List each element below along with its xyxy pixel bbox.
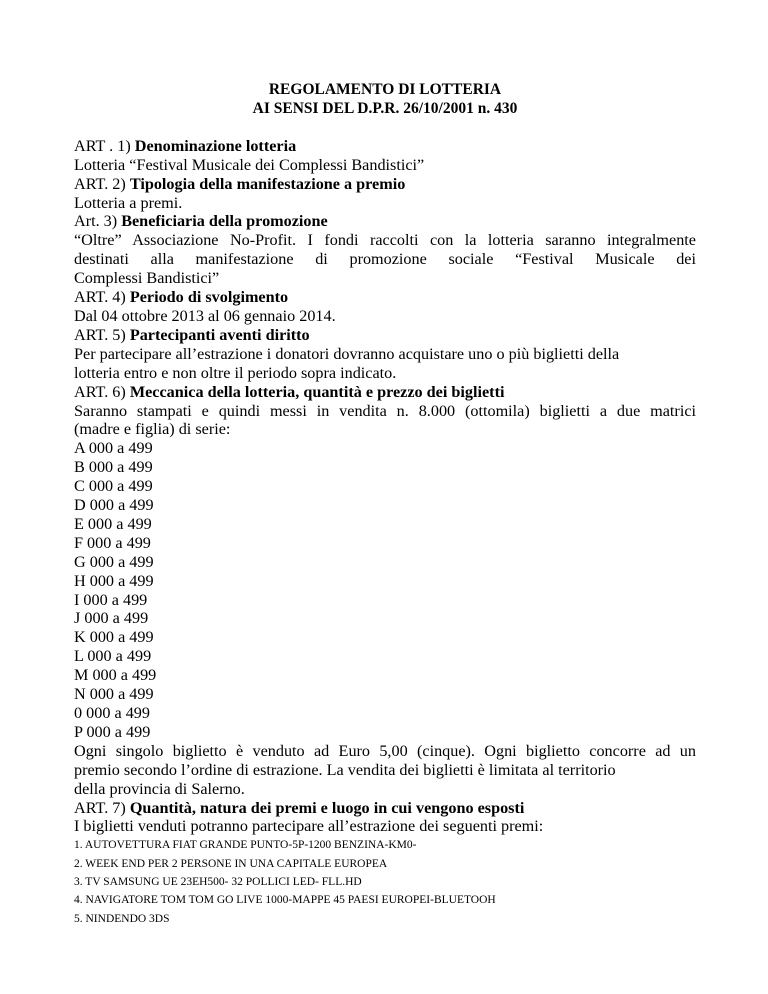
- series-item: P 000 a 499: [74, 722, 151, 741]
- series-item: A 000 a 499: [74, 439, 153, 458]
- art6-heading: Meccanica della lotteria, quantità e prezzo dei biglietti: [129, 382, 505, 401]
- art7-number: ART. 7): [74, 798, 130, 817]
- art5-header: [74, 326, 696, 345]
- art1-text: Lotteria “Festival Musicale dei Complessi Bandistici”: [74, 155, 425, 174]
- art3-text-line: “Oltre” Associazione No-Profit. I fondi raccolti con la lotteria saranno integralmente: [74, 231, 696, 250]
- series-item: 0 000 a 499: [74, 704, 150, 722]
- series-item: E 000 a 499: [74, 514, 152, 533]
- document-title: REGOLAMENTO DI LOTTERIA: [268, 81, 502, 98]
- art5-number: ART. 5): [74, 325, 130, 344]
- art6-after-line: premio secondo l’ordine di estrazione. La vendita dei biglietti è limitata al territorio: [74, 760, 616, 779]
- art2-text: Lotteria a premi.: [74, 193, 183, 212]
- prize-list: [74, 836, 696, 927]
- art2-number: ART. 2): [74, 174, 130, 193]
- art6-header: [74, 383, 696, 402]
- series-item: H 000 a 499: [74, 571, 154, 590]
- art3-text-line: Complessi Bandistici”: [74, 269, 220, 288]
- art2-heading: Tipologia della manifestazione a premio: [129, 174, 406, 193]
- series-item: C 000 a 499: [74, 477, 153, 496]
- prize-item: 4. NAVIGATORE TOM TOM GO LIVE 1000-MAPPE 45 PAESI EUROPEI-BLUETOOH: [74, 894, 496, 907]
- art4-header: [74, 288, 696, 307]
- prize-item: 1. AUTOVETTURA FIAT GRANDE PUNTO-5P-1200 BENZINA-KM0-: [74, 839, 417, 852]
- prize-item: 2. WEEK END PER 2 PERSONE IN UNA CAPITALE EUROPEA: [74, 857, 388, 870]
- prize-item: 3. TV SAMSUNG UE 23EH500- 32 POLLICI LED- FLL.HD: [74, 875, 362, 888]
- series-item: B 000 a 499: [74, 458, 153, 477]
- art1-header: [74, 137, 696, 156]
- series-item: J 000 a 499: [74, 609, 149, 628]
- series-item: D 000 a 499: [74, 496, 154, 515]
- document-subtitle: AI SENSI DEL D.P.R. 26/10/2001 n. 430: [252, 99, 518, 117]
- art6-number: ART. 6): [74, 382, 130, 401]
- series-item: F 000 a 499: [74, 533, 151, 552]
- art3-text-line: destinati alla manifestazione di promozione sociale “Festival Musicale dei: [74, 250, 696, 269]
- art6-text-line: Saranno stampati e quindi messi in vendita n. 8.000 (ottomila) biglietti a due matrici: [74, 401, 696, 420]
- series-item: I 000 a 499: [74, 590, 148, 609]
- art6-after-line: della provincia di Salerno.: [74, 779, 245, 798]
- art5-heading: Partecipanti aventi diritto: [129, 325, 310, 344]
- art7-header: [74, 799, 696, 818]
- art3-header: [74, 212, 696, 231]
- series-item: K 000 a 499: [74, 628, 154, 647]
- art3-heading: Beneficiaria della promozione: [121, 212, 328, 231]
- art3-number: Art. 3): [74, 212, 122, 231]
- series-item: L 000 a 499: [74, 647, 152, 666]
- art5-text-line: Per partecipare all’estrazione i donatori dovranno acquistare uno o più biglietti della: [74, 344, 620, 363]
- document-page: [74, 0, 696, 928]
- art4-number: ART. 4): [74, 288, 130, 307]
- art1-number: ART . 1): [74, 136, 135, 155]
- series-item: M 000 a 499: [74, 666, 157, 685]
- art2-header: [74, 175, 696, 194]
- art1-heading: Denominazione lotteria: [134, 136, 297, 155]
- art4-text: Dal 04 ottobre 2013 al 06 gennaio 2014.: [74, 306, 336, 325]
- series-item: G 000 a 499: [74, 552, 154, 571]
- art6-after-line: Ogni singolo biglietto è venduto ad Euro 5,00 (cinque). Ogni biglietto concorre ad un: [74, 741, 696, 760]
- prize-item: 5. NINDENDO 3DS: [74, 912, 170, 925]
- art5-text-line: lotteria entro e non oltre il periodo sopra indicato.: [74, 363, 397, 382]
- art6-text-line: (madre e figlia) di serie:: [74, 420, 231, 439]
- art7-intro: I biglietti venduti potranno partecipare all’estrazione dei seguenti premi:: [74, 817, 544, 836]
- art7-heading: Quantità, natura dei premi e luogo in cui vengono esposti: [129, 798, 525, 817]
- series-list: [74, 439, 696, 742]
- series-item: N 000 a 499: [74, 685, 154, 704]
- art4-heading: Periodo di svolgimento: [129, 288, 289, 307]
